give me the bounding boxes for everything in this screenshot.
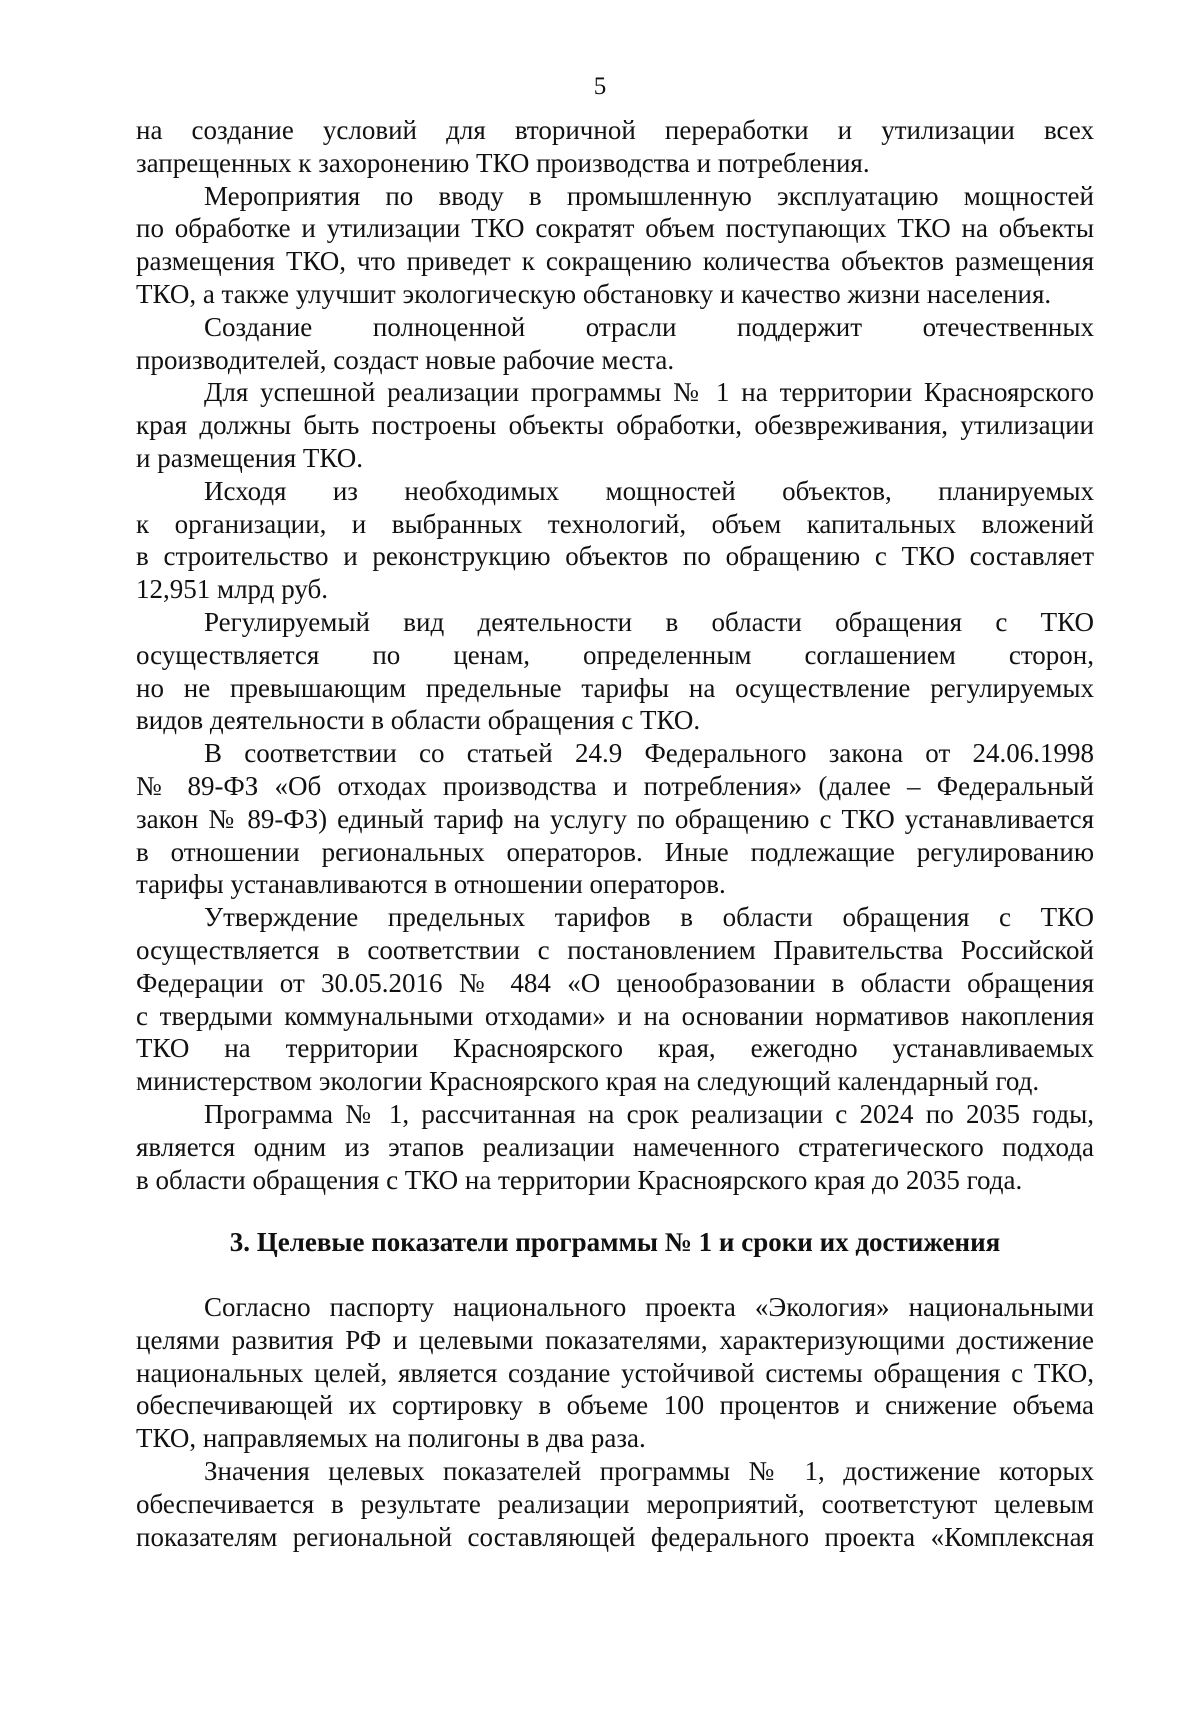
- paragraphs-after-section: [136, 1291, 1094, 1553]
- text-line: Программа № 1, рассчитанная на срок реализации с 2024 по 2035 годы,: [204, 1098, 1094, 1129]
- text-line: является одним из этапов реализации намеченного стратегического подхода: [136, 1131, 1094, 1162]
- text-line: ТКО на территории Красноярского края, ежегодно устанавливаемых: [136, 1033, 1094, 1064]
- text-line: министерством экологии Красноярского края на следующий календарный год.: [136, 1066, 1040, 1097]
- text-line: в строительство и реконструкцию объектов по обращению с ТКО составляет: [136, 541, 1094, 572]
- paragraph: [136, 1455, 1094, 1553]
- text-line: в отношении региональных операторов. Иные подлежащие регулированию: [136, 836, 1094, 867]
- paragraph: [136, 737, 1094, 901]
- text-line: Значения целевых показателей программы № 1, достижение которых: [204, 1456, 1094, 1487]
- text-line: национальных целей, является создание устойчивой системы обращения с ТКО,: [136, 1357, 1094, 1388]
- paragraph: [136, 114, 1094, 180]
- text-line: осуществляется в соответствии с постановлением Правительства Российской: [136, 934, 1094, 965]
- paragraphs-before-section: [136, 114, 1094, 1196]
- text-line: Федерации от 30.05.2016 № 484 «О ценообразовании в области обращения: [136, 967, 1094, 998]
- text-line: обеспечивающей их сортировку в объеме 100 процентов и снижение объема: [136, 1390, 1094, 1421]
- text-line: Регулируемый вид деятельности в области обращения с ТКО: [204, 606, 1094, 637]
- text-line: 12,951 млрд руб.: [136, 574, 328, 605]
- text-line: на создание условий для вторичной переработки и утилизации всех: [136, 115, 1094, 145]
- text-line: осуществляется по ценам, определенным соглашением сторон,: [136, 639, 1094, 670]
- text-line: тарифы устанавливаются в отношении операторов.: [136, 869, 726, 900]
- text-line: ТКО, направляемых на полигоны в два раза.: [136, 1423, 646, 1454]
- text-line: и размещения ТКО.: [136, 442, 363, 473]
- paragraph: [136, 1291, 1094, 1455]
- text-line: в области обращения с ТКО на территории Красноярского края до 2035 года.: [136, 1164, 1023, 1195]
- paragraph: [136, 180, 1094, 311]
- text-line: запрещенных к захоронению ТКО производства и потребления.: [136, 147, 870, 178]
- text-line: ТКО, а также улучшит экологическую обстановку и качество жизни населения.: [136, 278, 1052, 309]
- text-line: Исходя из необходимых мощностей объектов, планируемых: [204, 475, 1094, 506]
- text-line: Мероприятия по вводу в промышленную эксплуатацию мощностей: [204, 180, 1094, 211]
- text-line: Для успешной реализации программы № 1 на территории Красноярского: [204, 377, 1094, 408]
- text-line: В соответствии со статьей 24.9 Федерального закона от 24.06.1998: [204, 738, 1094, 769]
- text-line: Утверждение предельных тарифов в области обращения с ТКО: [204, 902, 1094, 933]
- paragraph: [136, 1098, 1094, 1196]
- paragraph: [136, 901, 1094, 1098]
- text-line: края должны быть построены объекты обработки, обезвреживания, утилизации: [136, 410, 1094, 441]
- section-title: 3. Целевые показатели программы № 1 и сроки их достижения: [229, 1227, 1001, 1258]
- paragraph: [136, 606, 1094, 737]
- text-line: но не превышающим предельные тарифы на осуществление регулируемых: [136, 672, 1094, 703]
- text-line: производителей, создаст новые рабочие места.: [136, 344, 675, 375]
- text-line: размещения ТКО, что приведет к сокращению количества объектов размещения: [136, 246, 1094, 277]
- paragraph: [136, 311, 1094, 377]
- text-line: Создание полноценной отрасли поддержит отечественных: [204, 311, 1094, 342]
- text-line: № 89-ФЗ «Об отходах производства и потребления» (далее – Федеральный: [136, 770, 1094, 801]
- text-line: с твердыми коммунальными отходами» и на основании нормативов накопления: [136, 1000, 1094, 1031]
- text-line: видов деятельности в области обращения с ТКО.: [136, 705, 701, 736]
- text-line: целями развития РФ и целевыми показателями, характеризующими достижение: [136, 1324, 1094, 1355]
- text-line: закон № 89-ФЗ) единый тариф на услугу по обращению с ТКО устанавливается: [136, 803, 1094, 834]
- text-line: по обработке и утилизации ТКО сократят объем поступающих ТКО на объекты: [136, 213, 1094, 244]
- page-number: 5: [593, 73, 607, 100]
- text-line: Согласно паспорту национального проекта «Экология» национальными: [204, 1292, 1094, 1323]
- document-body: [136, 114, 1094, 1553]
- paragraph: [136, 475, 1094, 606]
- text-line: обеспечивается в результате реализации мероприятий, соответстуют целевым: [136, 1488, 1094, 1519]
- text-line: к организации, и выбранных технологий, объем капитальных вложений: [136, 508, 1094, 539]
- paragraph: [136, 376, 1094, 474]
- text-line: показателям региональной составляющей федерального проекта «Комплексная: [136, 1521, 1094, 1552]
